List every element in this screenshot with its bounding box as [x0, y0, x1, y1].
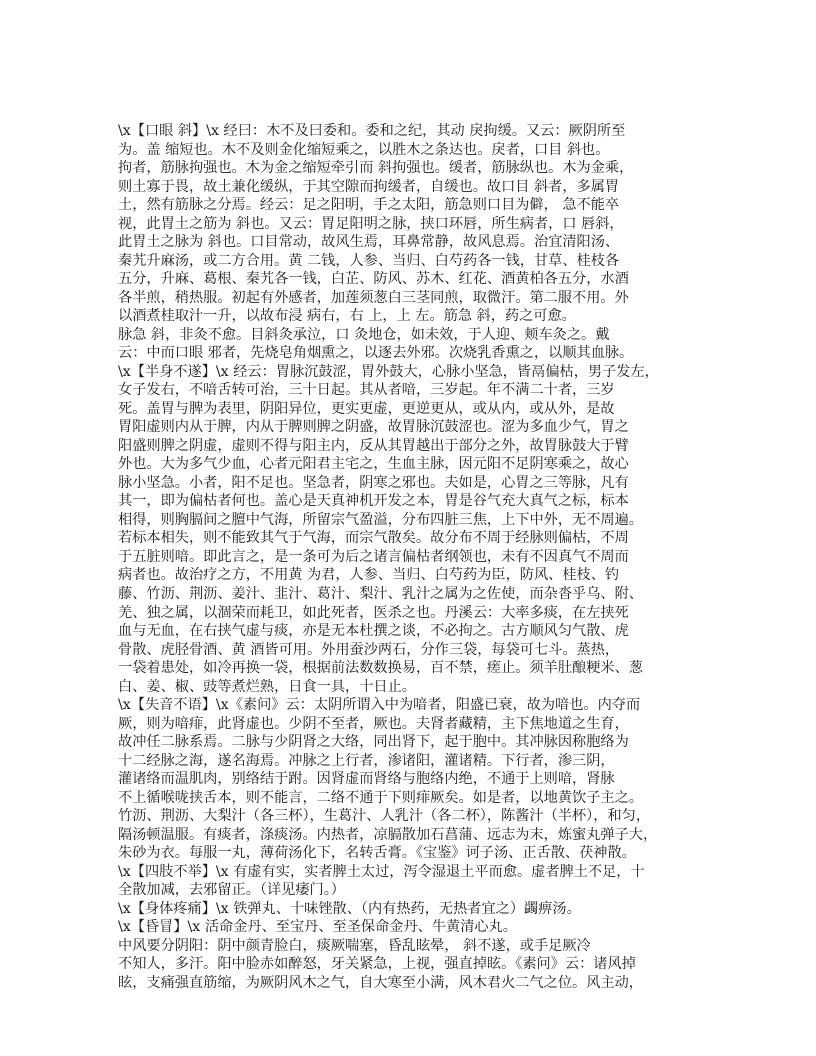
text-line: 外也。大为多气少血，心者元阳君主宅之，生血主脉，因元阳不足阴寒乘之，故心 [118, 456, 629, 473]
text-line: \x【四肢不举】\x 有虚有实，实者脾土太过，泻令湿退土平而愈。虚者脾土不足，十 [118, 863, 645, 880]
text-line: 视，此胃土之筋为 斜也。又云：胃足阳明之脉，挟口环唇，所生病者，口 唇斜， [118, 215, 624, 232]
text-line: 不知人，多汗。阳中脸赤如醉怒，牙关紧急，上视，强直掉眩。《素问》云：诸风掉 [118, 956, 636, 973]
text-line: 若标本相失，则不能致其气于气海，而宗气散矣。故分布不周于经脉则偏枯，不周 [118, 530, 629, 547]
text-line: 云：中而口眼 邪者，先烧皂角烟熏之，以逐去外邪。次烧乳香熏之，以顺其血脉。 [118, 345, 634, 362]
text-line: 中风要分阴阳：阴中颜青脸白，痰厥喘塞，昏乱眩晕， 斜不遂，或手足厥冷 [118, 937, 591, 954]
text-line: \x【身体疼痛】\x 铁弹丸、十味锉散、（内有热药，无热者宜之）蠲痹汤。 [118, 900, 581, 917]
text-line: 女子发右，不喑舌转可治，三十日起。其从者喑，三岁起。年不满二十者，三岁 [118, 382, 615, 399]
text-line: \x【口眼 斜】\x 经曰：木不及曰委和。委和之纪，其动 戾拘缓。又云：厥阴所至 [118, 123, 626, 139]
text-line: 为。盖 缩短也。木不及则金化缩短乘之，以胜木之条达也。戾者，口目 斜也。 [118, 141, 610, 158]
text-line: 十二经脉之海，遂名海焉。冲脉之上行者，渗诸阳，灌诸精。下行者，渗三阴， [118, 752, 615, 769]
text-line: 拘者，筋脉拘强也。木为金之缩短牵引而 斜拘强也。缓者，筋脉纵也。木为金乘， [118, 160, 634, 177]
text-line: 五分，升麻、葛根、秦艽各一钱，白芷、防风、苏木、红花、酒黄柏各五分，水酒 [118, 271, 629, 288]
text-line: 灌诸络而温肌肉，别络结于跗。因肾虚而肾络与胞络内绝，不通于上则喑，肾脉 [118, 771, 615, 788]
text-line: 藤、竹沥、荆沥、姜汁、韭汁、葛汁、梨汁、乳汁之属为之佐使，而杂沓乎乌、附、 [118, 586, 643, 602]
text-line: 则土寡于畏，故土兼化缓纵，于其空隙而拘缓者，自缓也。故口目 斜者，多属胃 [118, 178, 620, 195]
text-line: 其一，即为偏枯者何也。盖心是天真神机开发之本，胃是谷气充大真气之标，标本 [118, 493, 629, 510]
text-line: 于五脏则喑。即此言之，是一条可为后之诸言偏枯者纲领也，未有不因真气不周而 [118, 548, 629, 565]
text-line: 竹沥、荆沥、大梨汁（各三杯），生葛汁、人乳汁（各二杯），陈酱汁（半杯），和匀， [118, 808, 651, 825]
text-line: 骨散、虎胫骨酒、黄 酒皆可用。外用蚕沙两石，分作三袋，每袋可七斗。蒸热， [118, 641, 620, 658]
text-line: 不上循喉咙挟舌本，则不能言，二络不通于下则痱厥矣。如是者，以地黄饮子主之。 [118, 789, 643, 806]
text-line: 相得，则胸膈间之膻中气海，所留宗气盈溢，分布四脏三焦，上下中外，无不周遍。 [118, 511, 643, 528]
text-line: 故冲任二脉系焉。二脉与少阴肾之大络，同出肾下，起于胞中。其冲脉因称胞络为 [118, 734, 629, 751]
text-line: 死。盖胃与脾为表里，阴阳异位，更实更虚，更逆更从，或从内，或从外，是故 [118, 400, 615, 417]
text-line: 隔汤顿温服。有痰者，涤痰汤。内热者，凉膈散加石菖蒲、远志为末，炼蜜丸弹子大， [118, 826, 658, 843]
text-line: 此胃土之脉为 斜也。口目常动，故风生焉，耳鼻常静，故风息焉。治宜清阳汤、 [118, 234, 620, 251]
text-line: 阳盛则脾之阴虚，虚则不得与阳主内，反从其胃越出于部分之外，故胃脉鼓大于臂 [118, 437, 629, 454]
text-line: 以酒煮桂取汁一升，以故布浸 病右，右 上，上 左。筋急 斜，药之可愈。 [118, 308, 576, 325]
text-line: 脉小坚急。小者，阳不足也。坚急者，阴寒之邪也。夫如是，心胃之三等脉，凡有 [118, 474, 629, 491]
text-line: \x【昏冒】\x 活命金丹、至宝丹、至圣保命金丹、牛黄清心丸。 [118, 919, 517, 936]
text-line: 朱砂为衣。每服一丸，薄荷汤化下，名转舌膏。《宝鉴》诃子汤、正舌散、茯神散。 [118, 845, 636, 862]
text-line: 全散加减，去邪留正。（详见痿门。） [118, 882, 345, 899]
text-line: 羌、独之属，以涸荣而耗卫，如此死者，医杀之也。丹溪云：大率多痰，在左挟死 [118, 604, 629, 621]
text-line: 各半煎，稍热服。初起有外感者，加莲须葱白三茎同煎，取微汗。第二服不用。外 [118, 289, 629, 306]
text-line: 眩，支痛强直筋缩，为厥阴风木之气，自大寒至小满，风木君火二气之位。风主动， [118, 974, 643, 991]
text-line: 土，然有筋脉之分焉。经云：足之阳明，手之太阳，筋急则口目为僻， 急不能卒 [118, 197, 620, 214]
text-line: 白、姜、椒、豉等煮烂熟，日食一具，十日止。 [118, 678, 416, 695]
text-line: \x【失音不语】\x《素问》云：太阴所谓入中为喑者，阳盛已衰，故为喑也。内夺而 [118, 697, 641, 714]
text-line: 秦艽升麻汤，或二方合用。黄 二钱，人参、当归、白芍药各一钱，甘草、桂枝各 [118, 252, 620, 269]
text-line: 脉急 斜，非灸不愈。目斜灸承泣，口 灸地仓，如未效，于人迎、颊车灸之。戴 [118, 326, 610, 343]
text-line: 血与无血，在右挟气虚与痰，亦是无本杜撰之谈，不必拘之。古方顺风匀气散、虎 [118, 623, 629, 640]
text-line: 一袋着患处，如冷再换一袋，根据前法数数换易，百不禁，瘥止。须羊肚酿粳米、葱 [118, 660, 643, 677]
text-line: 病者也。故治疗之方，不用黄 为君，人参、当归、白芍药为臣，防风、桂枝、钓 [118, 567, 620, 584]
text-line: \x【半身不遂】\x 经云：胃脉沉鼓涩，胃外鼓大，心脉小坚急，皆鬲偏枯，男子发左， [118, 363, 659, 380]
text-line: 厥，则为喑痱，此肾虚也。少阴不至者，厥也。夫肾者藏精，主下焦地道之生育， [118, 715, 629, 732]
text-line: 胃阳虚则内从于脾，内从于脾则脾之阴盛，故胃脉沉鼓涩也。涩为多血少气，胃之 [118, 419, 629, 436]
